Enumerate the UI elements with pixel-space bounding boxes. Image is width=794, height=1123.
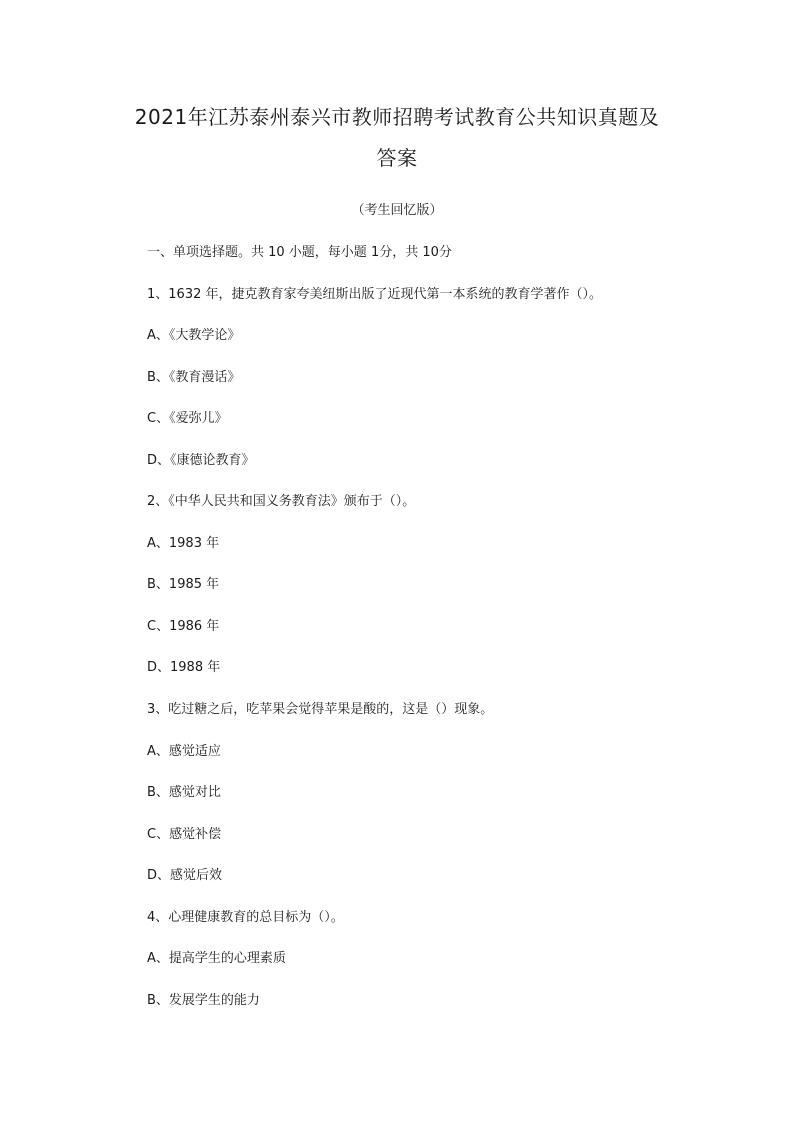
question-2-option-a: A、1983 年 bbox=[147, 536, 220, 551]
question-3-stem: 3、吃过糖之后，吃苹果会觉得苹果是酸的，这是（）现象。 bbox=[147, 702, 494, 717]
question-2-option-c: C、1986 年 bbox=[147, 619, 220, 634]
question-4-stem: 4、心理健康教育的总目标为（）。 bbox=[147, 910, 344, 925]
document-title-line-2: 答案 bbox=[376, 146, 418, 170]
question-2-stem: 2、《中华人民共和国义务教育法》颁布于（）。 bbox=[147, 494, 416, 509]
document-subtitle: （考生回忆版） bbox=[351, 203, 443, 218]
question-1-option-a: A、《大教学论》 bbox=[147, 328, 241, 343]
question-4-option-b: B、发展学生的能力 bbox=[147, 993, 260, 1008]
question-3-option-c: C、感觉补偿 bbox=[147, 827, 222, 842]
question-1-option-b: B、《教育漫话》 bbox=[147, 370, 241, 385]
question-3-option-d: D、感觉后效 bbox=[147, 868, 223, 883]
question-3-option-b: B、感觉对比 bbox=[147, 785, 221, 800]
question-2-option-b: B、1985 年 bbox=[147, 577, 220, 592]
question-2-option-d: D、1988 年 bbox=[147, 660, 221, 675]
question-1-option-d: D、《康德论教育》 bbox=[147, 453, 255, 468]
document-title-line-1: 2021年江苏泰州泰兴市教师招聘考试教育公共知识真题及 bbox=[134, 105, 660, 129]
question-1-stem: 1、1632 年，捷克教育家夸美纽斯出版了近现代第一本系统的教育学著作（）。 bbox=[147, 287, 602, 302]
question-4-option-a: A、提高学生的心理素质 bbox=[147, 951, 286, 966]
question-1-option-c: C、《爱弥儿》 bbox=[147, 411, 228, 426]
question-3-option-a: A、感觉适应 bbox=[147, 744, 221, 759]
section-heading: 一、单项选择题。共 10 小题，每小题 1分，共 10分 bbox=[147, 245, 452, 260]
